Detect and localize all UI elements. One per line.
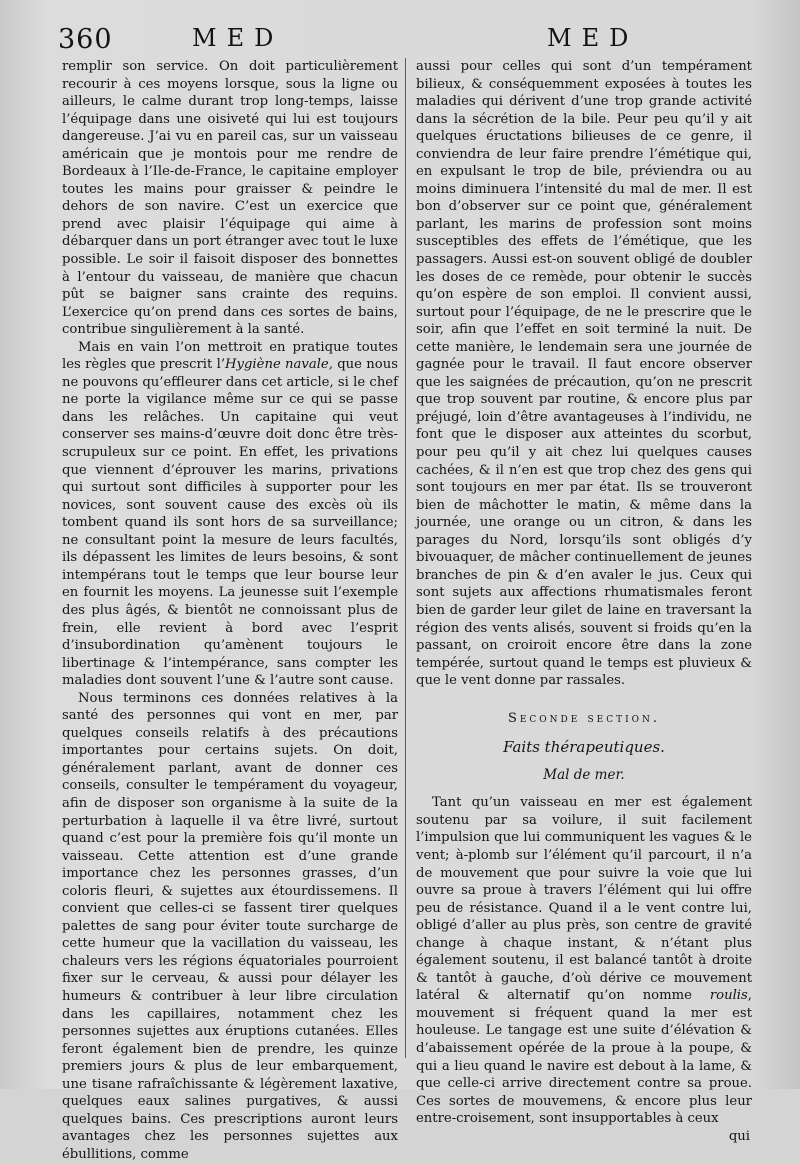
- hygiene-navale-title: Hygiène navale,: [225, 357, 333, 373]
- column-divider: [405, 58, 406, 1058]
- left-paragraph-3: Nous terminons ces données relatives à la santé des personnes qui vont en mer, par quelques conseils relatifs à des précautions importantes pour certains sujets. On doit, généralement parlant, avant de donner ces conseils, consulter le tempérament du voyageur, afin de disposer son organisme à la suite de la perturbation à laquelle il va être livré, surtout quand c’est pour la première fois qu’il monte un vaisseau. Cette attention est d’une grande importance chez les personnes grasses, d’un coloris fleuri, & sujettes aux étourdissemens. Il convient que celles-ci se fassent tirer quelques palettes de sang pour éviter toute surcharge de cette humeur que la vacillation du vaisseau, les chaleurs vers les régions équatoriales pourroient fixer sur le cerveau, & aussi pour délayer les humeurs & contribuer à leur libre circulation dans les capillaires, notamment chez les personnes sujettes aux éruptions cutanées. Elles feront également bien de prendre, les quinze premiers jours & plus de leur embarquement, une tisane rafraîchissante & légèrement laxative, quelques eaux salines purgatives, & aussi quelques bains. Ces prescriptions auront leurs avantages chez les personnes sujettes aux ébullitions, comme: [62, 690, 398, 1162]
- right-column: [416, 58, 752, 1145]
- right-paragraph-2-text-b: , mouvement si fréquent quand la mer est houleuse. Le tangage est une suite d’élévation & d’abaissement opérée de la proue à la poupe, & qui a lieu quand le navire est debout à la lame, & que celle-ci arrive directement contre sa proue. Ces sortes de mouvemens, & encore plus leur entre-croisement, sont insupportables à ceux: [416, 988, 752, 1127]
- section-subtitle: Faits thérapeutiques.: [503, 738, 665, 757]
- left-paragraph-2-text-b: que nous ne pouvons qu’effleurer dans cet article, si le chef ne porte la vigilance même sur ce qui se passe dans les relâches. Un capitaine qui veut conserver ses mains-d’œuvre doit donc être très-scrupuleux sur ce point. En effet, les privations que viennent d’éprouver les marins, privations qui surtout sont difficiles à supporter pour les novices, sont souvent cause des excès où ils tombent quand ils sont hors de sa surveillance; ne consultant point la mesure de leurs facultés, ils dépassent les limites de leurs besoins, & sont intempérans tout le temps que leur bourse leur en fournit les moyens. La jeunesse suit l’exemple des plus âgés, & bientôt ne connoissant plus de frein, elle revient à bord avec l’esprit d’insubordination qu’amènent toujours le libertinage & l’intempérance, sans compter les maladies dont souvent l’une & l’autre sont cause.: [62, 357, 398, 689]
- left-paragraph-1: remplir son service. On doit particulièrement recourir à ces moyens lorsque, sous la ligne ou ailleurs, le calme durant trop long-temps, laisse l’équipage dans une oisiveté qui lui est toujours dangereuse. J’ai vu en pareil cas, sur un vaisseau américain que je montois pour me rendre de Bordeaux à l’Ile-de-France, le capitaine employer toutes les mains pour graisser & peindre le dehors de son navire. C’est un exercice que prend avec plaisir l’équipage qui aime à débarquer dans un port étranger avec tout le luxe possible. Le soir il faisoit disposer des bonnettes à l’entour du vaisseau, de manière que chacun pût se baigner sans crainte des requins. L’exercice qu’on prend dans ces sortes de bains, contribue singulièrement à la santé.: [62, 59, 398, 338]
- page-number: 360: [58, 24, 113, 55]
- catchword: qui: [728, 1128, 750, 1144]
- right-running-head: MED: [547, 24, 639, 52]
- left-paragraph-2: [62, 339, 398, 690]
- left-running-head: MED: [192, 24, 284, 52]
- page-header: [0, 22, 800, 54]
- left-column: [62, 58, 398, 1163]
- section-title: Seconde section.: [507, 710, 661, 726]
- right-paragraph-2-text-a: Tant qu’un vaisseau en mer est également soutenu par sa voilure, il suit facilement l’impulsion que lui communiquent les vagues & le vent; à-plomb sur l’élément qu’il parcourt, il n’a de mouvement que pour suivre la voie que lui ouvre sa proue à travers l’élément qui lui offre peu de résistance. Quand il a le vent contre lui, obligé d’aller au plus près, son centre de gravité change à chaque instant, & n’étant plus également soutenu, il est balancé tantôt à droite & tantôt à gauche, d’où dérive ce mouvement latéral & alternatif qu’on nomme: [416, 795, 752, 1004]
- right-paragraph-2: [416, 794, 752, 1127]
- left-paragraph-2-text-a: Mais en vain l’on mettroit en pratique toutes les règles que prescrit l’: [62, 339, 398, 373]
- roulis-term: roulis: [709, 988, 748, 1004]
- subsection-title: Mal de mer.: [543, 766, 625, 783]
- right-paragraph-1: aussi pour celles qui sont d’un tempérament bilieux, & conséquemment exposées à toutes les maladies qui dérivent d’une trop grande activité dans la sécrétion de la bile. Peur peu qu’il y ait quelques éructations bilieuses de ce genre, il conviendra de leur faire prendre l’émétique qui, en expulsant le trop de bile, préviendra ou au moins diminuera l’intensité du mal de mer. Il est bon d’observer sur ce point que, généralement parlant, les marins de profession sont moins susceptibles des effets de l’émétique, que les passagers. Aussi est-on souvent obligé de doubler les doses de ce remède, pour obtenir le succès qu’on espère de son emploi. Il convient aussi, surtout pour l’équipage, de ne le prescrire que le soir, afin que l’effet en soit terminé la nuit. De cette manière, le lendemain sera une journée de gagnée pour le travail. Il faut encore observer que les saignées de précaution, qu’on ne prescrit que trop souvent par routine, & encore plus par préjugé, loin d’être avantageuses à l’individu, ne font que le disposer aux atteintes du scorbut, pour peu qu’il y ait chez lui quelques causes cachées, & il n’en est que trop chez des gens qui sont toujours en mer par état. Ils se trouveront bien de mâchotter le matin, & même dans la journée, une orange ou un citron, & dans les parages du Nord, lorsqu’ils sont obligés d’y bivouaquer, de mâcher continuellement de jeunes branches de pin & d’en avaler le jus. Ceux qui sont sujets aux affections rhumatismales feront bien de garder leur gilet de laine en traversant la région des vents alisés, souvent si froids qu’en la passant, on croiroit encore être dans la zone tempérée, surtout quand le temps est pluvieux & que le vent donne par rassales.: [416, 59, 752, 689]
